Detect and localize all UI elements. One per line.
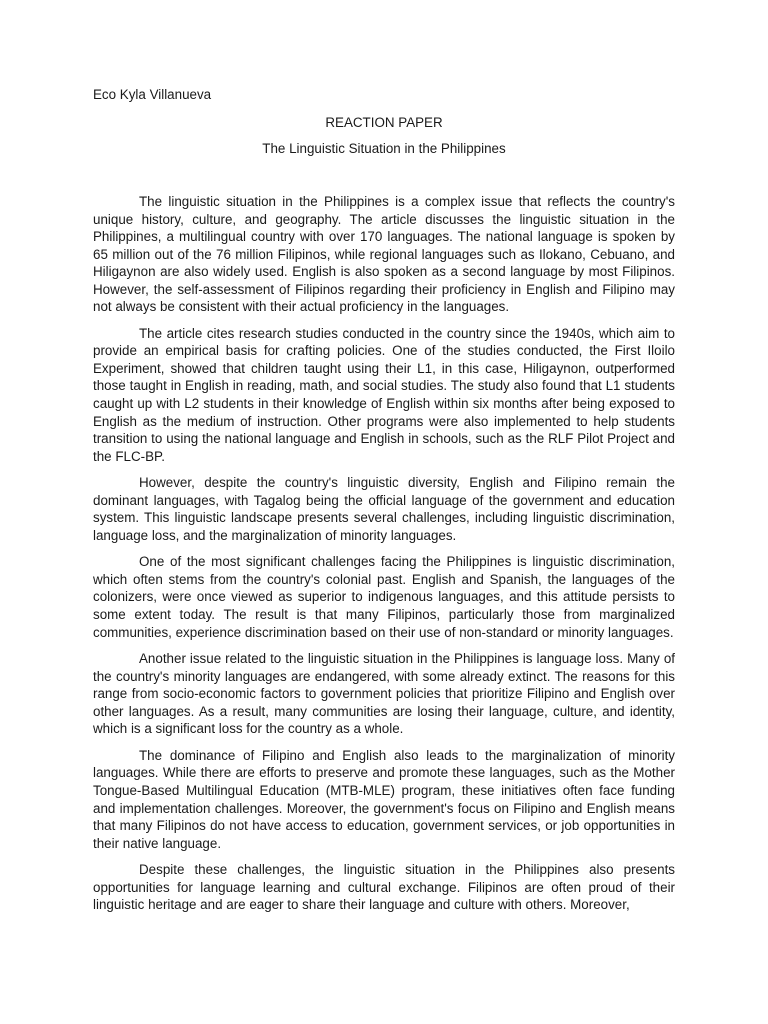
paragraph: One of the most significant challenges facing the Philippines is linguistic discrimination, which often stems from the country's colonial past. English and Spanish, the languages of the colonizers, were once viewed as superior to indigenous languages, and this attitude persists to some extent today. The result is that many Filipinos, particularly those from marginalized communities, experience discrimination based on their use of non-standard or minority languages. [93,554,675,640]
author-name: Eco Kyla Villanueva [93,87,212,102]
document-title: The Linguistic Situation in the Philippines [262,141,506,156]
paragraph: Another issue related to the linguistic situation in the Philippines is language loss. Many of the country's minority languages are endangered, with some already extinct. The reasons for this range from socio-economic factors to government policies that prioritize Filipino and English over other languages. As a result, many communities are losing their language, culture, and identity, which is a significant loss for the country as a whole. [93,651,675,737]
paragraph: The linguistic situation in the Philippines is a complex issue that reflects the country's unique history, culture, and geography. The article discusses the linguistic situation in the Philippines, a multilingual country with over 170 languages. The national language is spoken by 65 million out of the 76 million Filipinos, while regional languages such as Ilokano, Cebuano, and Hiligaynon are also widely used. English is also spoken as a second language by most Filipinos. However, the self-assessment of Filipinos regarding their proficiency in English and Filipino may not always be consistent with their actual proficiency in the languages. [93,194,675,315]
paragraph: However, despite the country's linguistic diversity, English and Filipino remain the dominant languages, with Tagalog being the official language of the government and education system. This linguistic landscape presents several challenges, including linguistic discrimination, language loss, and the marginalization of minority languages. [93,475,675,543]
document-page [93,86,675,923]
paragraph: The dominance of Filipino and English also leads to the marginalization of minority languages. While there are efforts to preserve and promote these languages, such as the Mother Tongue-Based Multilingual Education (MTB-MLE) program, these initiatives often face funding and implementation challenges. Moreover, the government's focus on Filipino and English means that many Filipinos do not have access to education, government services, or job opportunities in their native language. [93,747,675,851]
paragraph: The article cites research studies conducted in the country since the 1940s, which aim to provide an empirical basis for crafting policies. One of the studies conducted, the First Iloilo Experiment, showed that children taught using their L1, in this case, Hiligaynon, outperformed those taught in English in reading, math, and social studies. The study also found that L1 students caught up with L2 students in their knowledge of English within six months after being exposed to English as the medium of instruction. Other programs were also implemented to help students transition to using the national language and English in schools, such as the RLF Pilot Project and the FLC-BP. [93,325,675,464]
paragraph: Despite these challenges, the linguistic situation in the Philippines also presents opportunities for language learning and cultural exchange. Filipinos are often proud of their linguistic heritage and are eager to share their language and culture with others. Moreover, [93,862,675,913]
document-body [93,193,675,914]
document-type-heading: REACTION PAPER [325,115,443,130]
